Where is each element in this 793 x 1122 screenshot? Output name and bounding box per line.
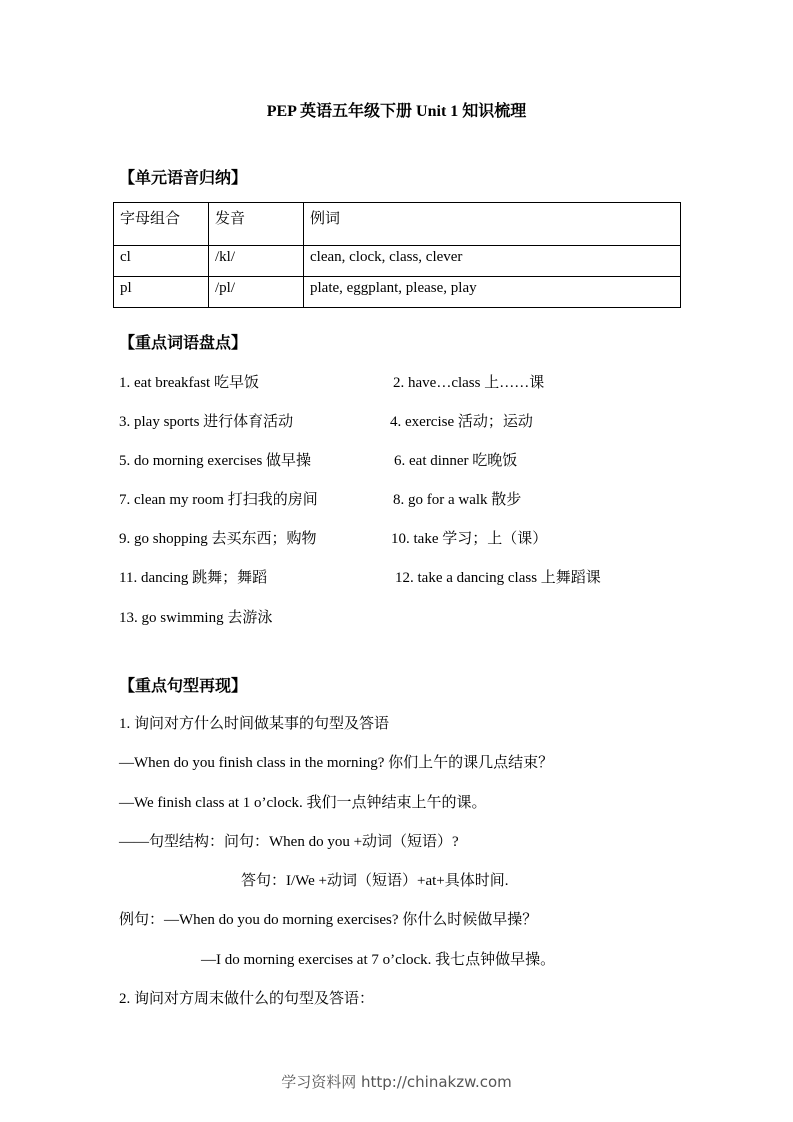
sentence-line: 1. 询问对方什么时间做某事的句型及答语: [119, 716, 390, 732]
sentence-line: —I do morning exercises at 7 o’clock. 我七点钟做早操。: [201, 952, 556, 968]
vocab-item: 12. take a dancing class 上舞蹈课: [395, 570, 601, 586]
sentence-line: —When do you finish class in the morning? 你们上午的课几点结束？: [119, 755, 554, 771]
vocab-item: 6. eat dinner 吃晚饭: [394, 453, 518, 469]
table-cell: clean, clock, class, clever: [304, 246, 681, 277]
vocab-item: 4. exercise 活动；运动: [390, 414, 533, 430]
sentence-line: 2. 询问对方周末做什么的句型及答语：: [119, 991, 375, 1007]
section-heading-phonics: 【单元语音归纳】: [119, 170, 248, 187]
footer-watermark: 学习资料网 http://chinakzw.com: [281, 1073, 512, 1091]
vocab-item: 10. take 学习；上（课）: [391, 531, 548, 547]
vocab-item: 2. have…class 上……课: [393, 375, 545, 391]
table-cell: plate, eggplant, please, play: [304, 277, 681, 308]
vocab-item: 5. do morning exercises 做早操: [119, 453, 312, 469]
vocab-item: 11. dancing 跳舞；舞蹈: [119, 570, 268, 586]
vocab-item: 1. eat breakfast 吃早饭: [119, 375, 259, 391]
table-cell: /pl/: [209, 277, 304, 308]
table-row: [114, 246, 681, 277]
section-heading-sentences: 【重点句型再现】: [119, 678, 248, 695]
section-heading-vocab: 【重点词语盘点】: [119, 335, 248, 352]
vocab-item: 7. clean my room 打扫我的房间: [119, 492, 318, 508]
sentence-line: ——句型结构：问句：When do you +动词（短语）?: [119, 834, 459, 850]
table-cell: cl: [114, 246, 209, 277]
sentence-line: 例句：—When do you do morning exercises? 你什么时候做早操？: [119, 912, 538, 928]
vocab-item: 13. go swimming 去游泳: [119, 610, 273, 626]
table-row: [114, 277, 681, 308]
table-header-cell: 发音: [209, 203, 304, 246]
sentence-line: —We finish class at 1 o’clock. 我们一点钟结束上午的课。: [119, 795, 487, 811]
table-header-cell: 例词: [304, 203, 681, 246]
page-title: PEP 英语五年级下册 Unit 1 知识梳理: [266, 103, 527, 120]
sentence-line: 答句：I/We +动词（短语）+at+具体时间.: [241, 873, 509, 889]
table-cell: /kl/: [209, 246, 304, 277]
phonics-table: [113, 202, 681, 308]
table-header-cell: 字母组合: [114, 203, 209, 246]
vocab-item: 3. play sports 进行体育活动: [119, 414, 294, 430]
vocab-item: 8. go for a walk 散步: [393, 492, 522, 508]
table-header-row: [114, 203, 681, 246]
table-cell: pl: [114, 277, 209, 308]
vocab-item: 9. go shopping 去买东西；购物: [119, 531, 317, 547]
